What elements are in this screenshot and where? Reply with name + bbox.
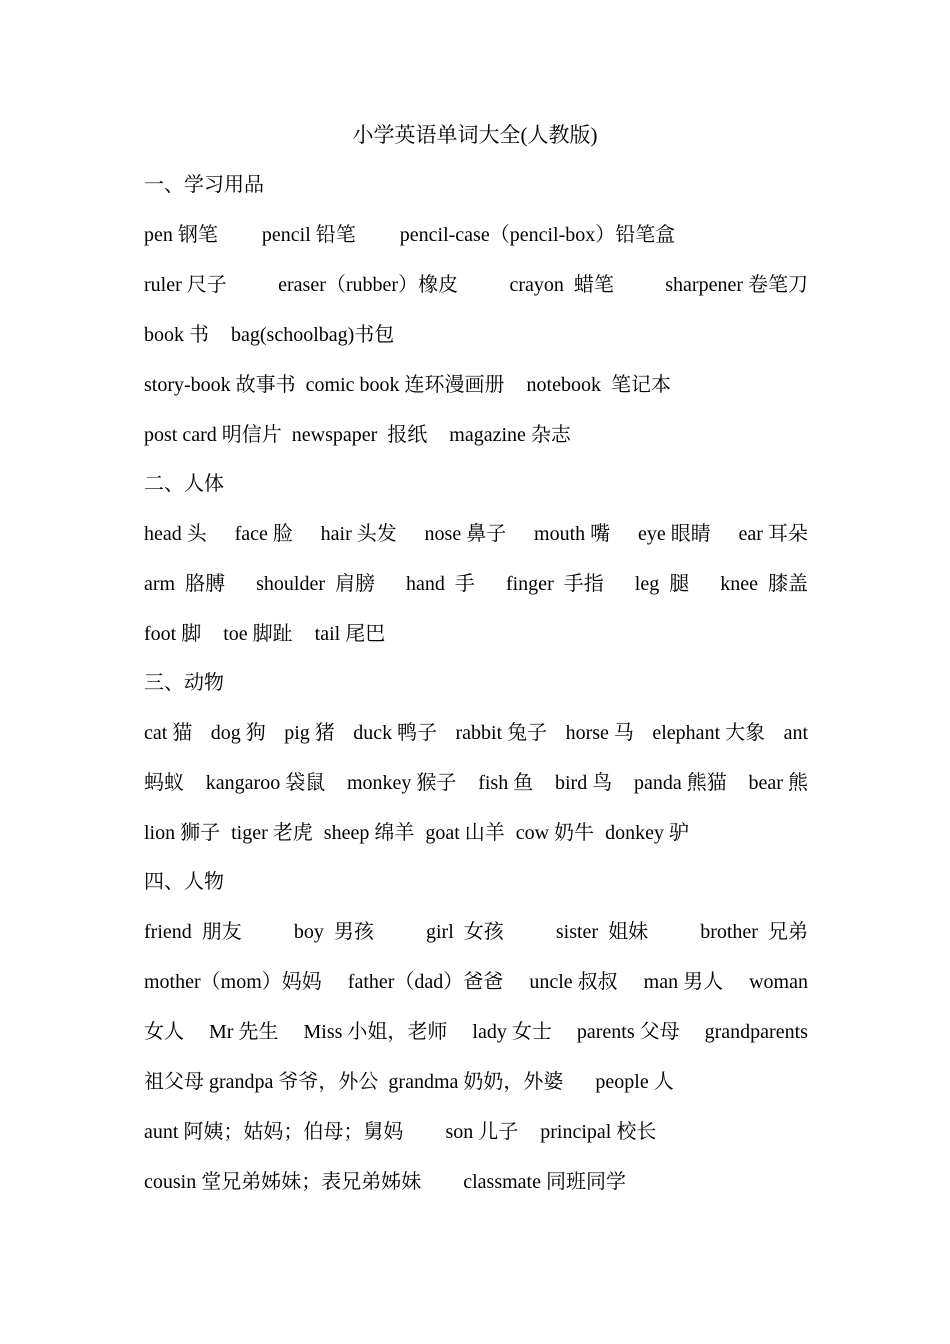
vocab-item: comic book 连环漫画册 <box>305 374 505 396</box>
vocab-item: woman <box>749 971 808 993</box>
vocab-item: brother 兄弟 <box>700 921 808 943</box>
vocab-item: friend 朋友 <box>144 921 242 943</box>
vocab-item: son 儿子 <box>445 1121 519 1143</box>
vocab-item: pencil-case（pencil-box）铅笔盒 <box>399 224 676 246</box>
vocab-item: shoulder 肩膀 <box>256 573 376 595</box>
vocab-line <box>144 718 808 748</box>
vocab-line <box>144 619 808 649</box>
vocab-item: bag(schoolbag)书包 <box>231 324 395 346</box>
vocab-item: donkey 驴 <box>605 822 689 844</box>
vocab-line <box>144 1017 808 1047</box>
document-title: 小学英语单词大全(人教版) <box>352 123 598 147</box>
vocab-item: parents 父母 <box>576 1021 680 1043</box>
vocab-item: people 人 <box>595 1071 674 1093</box>
vocab-item: eye 眼睛 <box>637 523 711 545</box>
vocab-line <box>144 370 808 400</box>
vocab-item: bear 熊 <box>748 772 808 794</box>
vocab-item: uncle 叔叔 <box>529 971 618 993</box>
vocab-line <box>144 270 808 300</box>
vocab-item: crayon 蜡笔 <box>509 274 614 296</box>
vocab-item: ant <box>783 722 808 744</box>
vocab-item: post card 明信片 <box>144 424 282 446</box>
vocab-item: grandma 奶奶，外婆 <box>388 1071 564 1093</box>
vocab-item: man 男人 <box>643 971 724 993</box>
vocab-item: elephant 大象 <box>652 722 766 744</box>
vocab-item: kangaroo 袋鼠 <box>205 772 326 794</box>
vocab-item: Mr 先生 <box>209 1021 279 1043</box>
vocab-line <box>144 1167 808 1197</box>
vocab-item: lady 女士 <box>472 1021 552 1043</box>
vocab-item: principal 校长 <box>540 1121 657 1143</box>
vocab-item: girl 女孩 <box>425 921 504 943</box>
section-heading-people: 四、人物 <box>144 871 224 893</box>
vocab-item: newspaper 报纸 <box>291 424 428 446</box>
vocab-item: cousin 堂兄弟姊妹；表兄弟姊妹 <box>144 1171 422 1193</box>
section-heading-school-supplies: 一、学习用品 <box>144 174 264 196</box>
vocab-line <box>144 967 808 997</box>
vocab-item: sheep 绵羊 <box>323 822 415 844</box>
vocab-item: boy 男孩 <box>293 921 374 943</box>
vocab-line <box>144 420 808 450</box>
vocab-item: 祖父母 grandpa 爷爷，外公 <box>144 1071 379 1093</box>
vocab-item: classmate 同班同学 <box>463 1171 626 1193</box>
vocab-line <box>144 1117 808 1147</box>
vocab-item: mouth 嘴 <box>534 523 611 545</box>
vocab-item: face 脸 <box>234 523 293 545</box>
vocab-item: 蚂蚁 <box>144 772 184 794</box>
vocab-item: tail 尾巴 <box>314 623 386 645</box>
vocab-item: sister 姐妹 <box>555 921 649 943</box>
vocab-item: head 头 <box>144 523 207 545</box>
section-heading-body: 二、人体 <box>144 473 224 495</box>
vocab-item: fish 鱼 <box>478 772 534 794</box>
vocab-item: rabbit 兔子 <box>455 722 548 744</box>
vocab-item: panda 熊猫 <box>633 772 727 794</box>
vocab-item: story-book 故事书 <box>144 374 296 396</box>
vocab-item: knee 膝盖 <box>720 573 808 595</box>
vocab-item: hair 头发 <box>320 523 397 545</box>
vocab-item: eraser（rubber）橡皮 <box>278 274 459 296</box>
vocab-item: hand 手 <box>406 573 475 595</box>
vocab-item: 女人 <box>144 1021 184 1043</box>
vocab-item: tiger 老虎 <box>231 822 313 844</box>
vocab-item: cow 奶牛 <box>515 822 595 844</box>
vocab-item: monkey 猴子 <box>346 772 457 794</box>
vocab-item: pencil 铅笔 <box>261 224 356 246</box>
vocab-item: ruler 尺子 <box>144 274 227 296</box>
vocab-item: book 书 <box>144 324 209 346</box>
vocab-item: dog 狗 <box>210 722 266 744</box>
vocab-item: horse 马 <box>565 722 634 744</box>
vocab-item: Miss 小姐，老师 <box>303 1021 448 1043</box>
vocab-item: duck 鸭子 <box>353 722 438 744</box>
vocab-item: pig 猪 <box>284 722 335 744</box>
vocab-item: finger 手指 <box>505 573 604 595</box>
vocab-line <box>144 1067 808 1097</box>
vocab-line <box>144 917 808 947</box>
vocab-item: mother（mom）妈妈 <box>144 971 322 993</box>
vocab-item: leg 腿 <box>634 573 690 595</box>
vocab-line <box>144 818 808 848</box>
vocab-item: sharpener 卷笔刀 <box>665 274 808 296</box>
vocab-item: foot 脚 <box>144 623 202 645</box>
vocab-item: lion 狮子 <box>144 822 221 844</box>
vocab-item: cat 猫 <box>144 722 193 744</box>
vocab-item: father（dad）爸爸 <box>347 971 504 993</box>
vocab-item: goat 山羊 <box>425 822 505 844</box>
vocab-item: pen 钢笔 <box>144 224 218 246</box>
vocab-line <box>144 569 808 599</box>
vocab-item: notebook 笔记本 <box>526 374 671 396</box>
vocab-item: magazine 杂志 <box>449 424 571 446</box>
vocab-line <box>144 768 808 798</box>
vocab-item: grandparents <box>704 1021 808 1043</box>
vocab-item: ear 耳朵 <box>738 523 808 545</box>
vocab-line <box>144 519 808 549</box>
section-heading-animals: 三、动物 <box>144 672 224 694</box>
vocab-item: aunt 阿姨；姑妈；伯母；舅妈 <box>144 1121 404 1143</box>
vocab-line <box>144 320 808 350</box>
vocab-item: toe 脚趾 <box>223 623 293 645</box>
vocab-line <box>144 220 808 250</box>
vocab-item: bird 鸟 <box>554 772 613 794</box>
vocab-item: nose 鼻子 <box>424 523 507 545</box>
vocab-item: arm 胳膊 <box>144 573 226 595</box>
